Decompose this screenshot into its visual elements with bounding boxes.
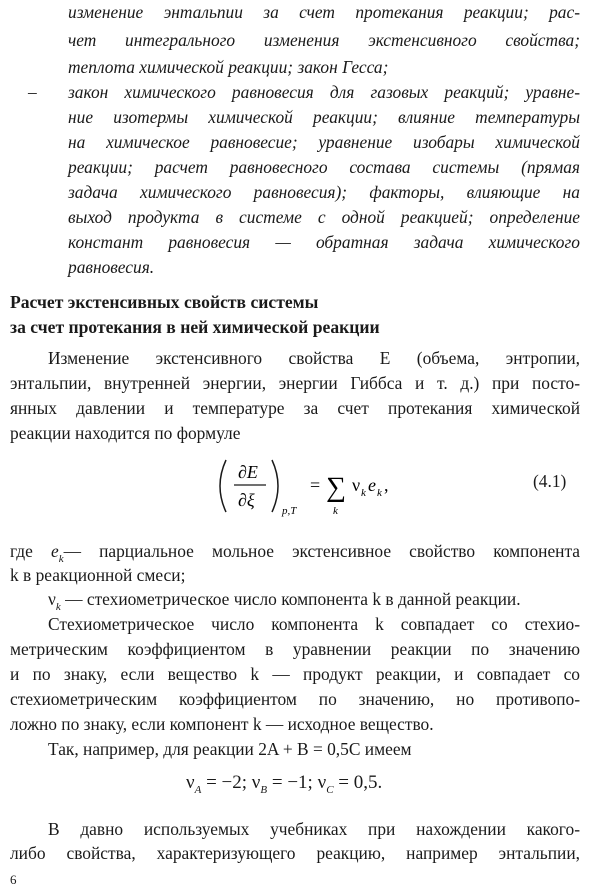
example-formula	[186, 771, 382, 797]
where-e-text: — парциальное мольное экстенсивное свойство компонента	[63, 541, 580, 561]
para2-line-1: Стехиометрическое число компонента k совпадает со стехио-	[48, 614, 580, 634]
nu-b-value: = −1;	[267, 772, 318, 793]
formula-denominator: ∂ξ	[238, 490, 255, 510]
where-nu-text: — стехиометрическое число компонента k в данной реакции.	[60, 589, 521, 609]
para2-line-4: стехиометрическим коэффициентом по значению, но противопо-	[10, 689, 580, 709]
formula-sum: ∑	[326, 472, 346, 503]
right-paren	[272, 460, 278, 512]
bullet-item-line-5: задача химического равновесия); факторы, влияющие на	[68, 182, 580, 202]
formula-numerator: ∂E	[238, 462, 258, 482]
bullet-item-line-2: ние изотермы химической реакции; влияние температуры	[68, 107, 580, 127]
para1-line-1	[48, 346, 580, 370]
nu-a-value: = −2;	[201, 772, 252, 793]
para1-line-1-text: Изменение экстенсивного свойства E (объема, энтропии,	[48, 348, 580, 368]
bullet-item-line-4: реакции; расчет равновесного состава системы (прямая	[68, 157, 580, 177]
where-e-sub: k	[58, 553, 64, 565]
bullet-prev-line-1: изменение энтальпии за счет протекания реакции; рас-	[68, 2, 580, 22]
nu-b-symbol: ν	[251, 772, 261, 793]
nu-a-sub: A	[194, 784, 202, 796]
left-paren	[220, 460, 226, 512]
bullet-prev-line-2: чет интегрального изменения экстенсивного свойства;	[68, 30, 580, 50]
where-line-2: k в реакционной смеси;	[10, 565, 186, 585]
formula-subscript: p,T	[282, 505, 297, 517]
para1-line-4: реакции находится по формуле	[10, 423, 241, 443]
para2-line-2: метрическим коэффициентом в уравнении реакции по значению	[10, 639, 580, 659]
bullet-item-line-7: констант равновесия — обратная задача химического	[68, 232, 580, 252]
formula-e: e	[368, 475, 376, 495]
nu-c-sub: C	[326, 784, 334, 796]
page-number: 6	[10, 872, 17, 887]
formula-e-sub: k	[377, 487, 382, 499]
para2-line-5: ложно по знаку, если компонент k — исходное вещество.	[10, 714, 434, 734]
bullet-item-line-3: на химическое равновесие; уравнение изобары химической	[68, 132, 580, 152]
para2-example: Так, например, для реакции 2A + B = 0,5C имеем	[48, 739, 412, 759]
para2-line-3: и по знаку, если вещество k — продукт реакции, и совпадает со	[10, 664, 580, 684]
where-line-1	[10, 539, 580, 566]
formula-nu-sub: k	[361, 487, 366, 499]
para1-line-2: энтальпии, внутренней энергии, энергии Гиббса и т. д.) при посто-	[10, 373, 580, 393]
section-title-line-2: за счет протекания в ней химической реакции	[10, 317, 380, 337]
bullet-item-line-1: закон химического равновесия для газовых реакций; уравне-	[68, 82, 580, 102]
para1-line-3: янных давлении и температуре за счет протекания химической	[10, 398, 580, 418]
formula-equals: =	[310, 475, 321, 495]
where-nu-sub: k	[55, 601, 61, 613]
where-line-3	[48, 587, 521, 614]
where-prefix: где	[10, 541, 51, 561]
formula-nu: ν	[352, 475, 361, 495]
nu-c-symbol: ν	[317, 772, 327, 793]
section-title-line-1: Расчет экстенсивных свойств системы	[10, 292, 319, 312]
formula-4-1	[210, 456, 410, 520]
formula-sum-index: k	[333, 505, 338, 517]
nu-b-sub: B	[260, 784, 268, 796]
nu-c-value: = 0,5.	[333, 772, 383, 793]
bullet-dash: –	[28, 82, 37, 102]
nu-a-symbol: ν	[186, 772, 195, 793]
equation-number: (4.1)	[533, 471, 567, 491]
bullet-item-line-8: равновесия.	[68, 257, 155, 277]
where-e-symbol: e	[50, 541, 59, 561]
formula-comma: ,	[384, 475, 389, 495]
bullet-item-line-6: выход продукта в системе с одной реакцией; определение	[68, 207, 580, 227]
where-nu-symbol: ν	[48, 589, 56, 609]
para3-line-2: либо свойства, характеризующего реакцию, например энтальпии,	[10, 843, 580, 863]
bullet-prev-line-3: теплота химической реакции; закон Гесса;	[68, 57, 389, 77]
para3-line-1: В давно используемых учебниках при нахождении какого-	[48, 819, 580, 839]
